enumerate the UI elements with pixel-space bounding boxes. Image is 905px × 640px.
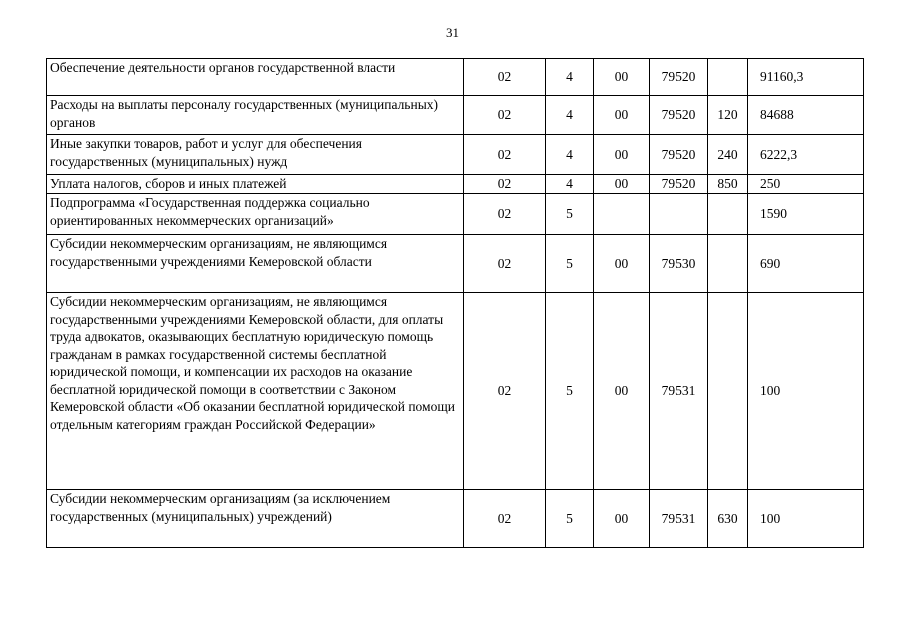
program-code-cell: 00 bbox=[594, 490, 650, 548]
row-name-cell: Субсидии некоммерческим организациям, не являющимся государственными учреждениями Кемеровской области bbox=[47, 235, 464, 293]
table-row bbox=[47, 194, 864, 235]
table-row bbox=[47, 96, 864, 135]
table-row bbox=[47, 490, 864, 548]
program-code-cell bbox=[594, 194, 650, 235]
expense-type-cell: 240 bbox=[708, 135, 748, 175]
program-code-cell: 00 bbox=[594, 59, 650, 96]
subsection-cell: 4 bbox=[546, 135, 594, 175]
target-code-cell: 79520 bbox=[650, 135, 708, 175]
subsection-cell: 5 bbox=[546, 490, 594, 548]
program-code-cell: 00 bbox=[594, 175, 650, 194]
target-code-cell bbox=[650, 194, 708, 235]
program-code-cell: 00 bbox=[594, 293, 650, 490]
amount-cell: 1590 bbox=[748, 194, 864, 235]
section-cell: 02 bbox=[464, 293, 546, 490]
expense-type-cell: 120 bbox=[708, 96, 748, 135]
amount-cell: 91160,3 bbox=[748, 59, 864, 96]
program-code-cell: 00 bbox=[594, 96, 650, 135]
subsection-cell: 4 bbox=[546, 175, 594, 194]
subsection-cell: 4 bbox=[546, 96, 594, 135]
table-row bbox=[47, 235, 864, 293]
expense-type-cell bbox=[708, 293, 748, 490]
page-number: 31 bbox=[446, 25, 459, 40]
expense-type-cell bbox=[708, 235, 748, 293]
amount-cell: 250 bbox=[748, 175, 864, 194]
target-code-cell: 79531 bbox=[650, 490, 708, 548]
target-code-cell: 79520 bbox=[650, 175, 708, 194]
subsection-cell: 5 bbox=[546, 235, 594, 293]
table-row bbox=[47, 135, 864, 175]
amount-cell: 690 bbox=[748, 235, 864, 293]
section-cell: 02 bbox=[464, 96, 546, 135]
row-name-cell: Подпрограмма «Государственная поддержка социально ориентированных некоммерческих организаций» bbox=[47, 194, 464, 235]
target-code-cell: 79520 bbox=[650, 59, 708, 96]
amount-cell: 100 bbox=[748, 490, 864, 548]
expense-type-cell bbox=[708, 59, 748, 96]
expense-type-cell: 850 bbox=[708, 175, 748, 194]
target-code-cell: 79531 bbox=[650, 293, 708, 490]
table-row bbox=[47, 293, 864, 490]
table-row bbox=[47, 59, 864, 96]
amount-cell: 84688 bbox=[748, 96, 864, 135]
subsection-cell: 5 bbox=[546, 293, 594, 490]
section-cell: 02 bbox=[464, 175, 546, 194]
row-name-cell: Уплата налогов, сборов и иных платежей bbox=[47, 175, 464, 194]
row-name-cell: Обеспечение деятельности органов государственной власти bbox=[47, 59, 464, 96]
row-name-cell: Расходы на выплаты персоналу государственных (муниципальных) органов bbox=[47, 96, 464, 135]
amount-cell: 100 bbox=[748, 293, 864, 490]
amount-cell: 6222,3 bbox=[748, 135, 864, 175]
subsection-cell: 5 bbox=[546, 194, 594, 235]
target-code-cell: 79530 bbox=[650, 235, 708, 293]
program-code-cell: 00 bbox=[594, 135, 650, 175]
section-cell: 02 bbox=[464, 135, 546, 175]
subsection-cell: 4 bbox=[546, 59, 594, 96]
expense-type-cell: 630 bbox=[708, 490, 748, 548]
section-cell: 02 bbox=[464, 194, 546, 235]
target-code-cell: 79520 bbox=[650, 96, 708, 135]
row-name-cell: Субсидии некоммерческим организациям (за исключением государственных (муниципальных) учреждений) bbox=[47, 490, 464, 548]
expense-type-cell bbox=[708, 194, 748, 235]
row-name-cell: Субсидии некоммерческим организациям, не являющимся государственными учреждениями Кемеровской области, для оплаты труда адвокатов, оказывающих бесплатную юридическую помощь гражданам в рамках государственной системы бесплатной юридической помощи, и компенсации их расходов на оказание бесплатной юридической помощи в соответствии с Законом Кемеровской области «Об оказании бесплатной юридической помощи отдельным категориям граждан Российской Федерации» bbox=[47, 293, 464, 490]
budget-table bbox=[46, 58, 864, 548]
row-name-cell: Иные закупки товаров, работ и услуг для обеспечения государственных (муниципальных) нужд bbox=[47, 135, 464, 175]
section-cell: 02 bbox=[464, 490, 546, 548]
section-cell: 02 bbox=[464, 235, 546, 293]
table-row bbox=[47, 175, 864, 194]
section-cell: 02 bbox=[464, 59, 546, 96]
program-code-cell: 00 bbox=[594, 235, 650, 293]
